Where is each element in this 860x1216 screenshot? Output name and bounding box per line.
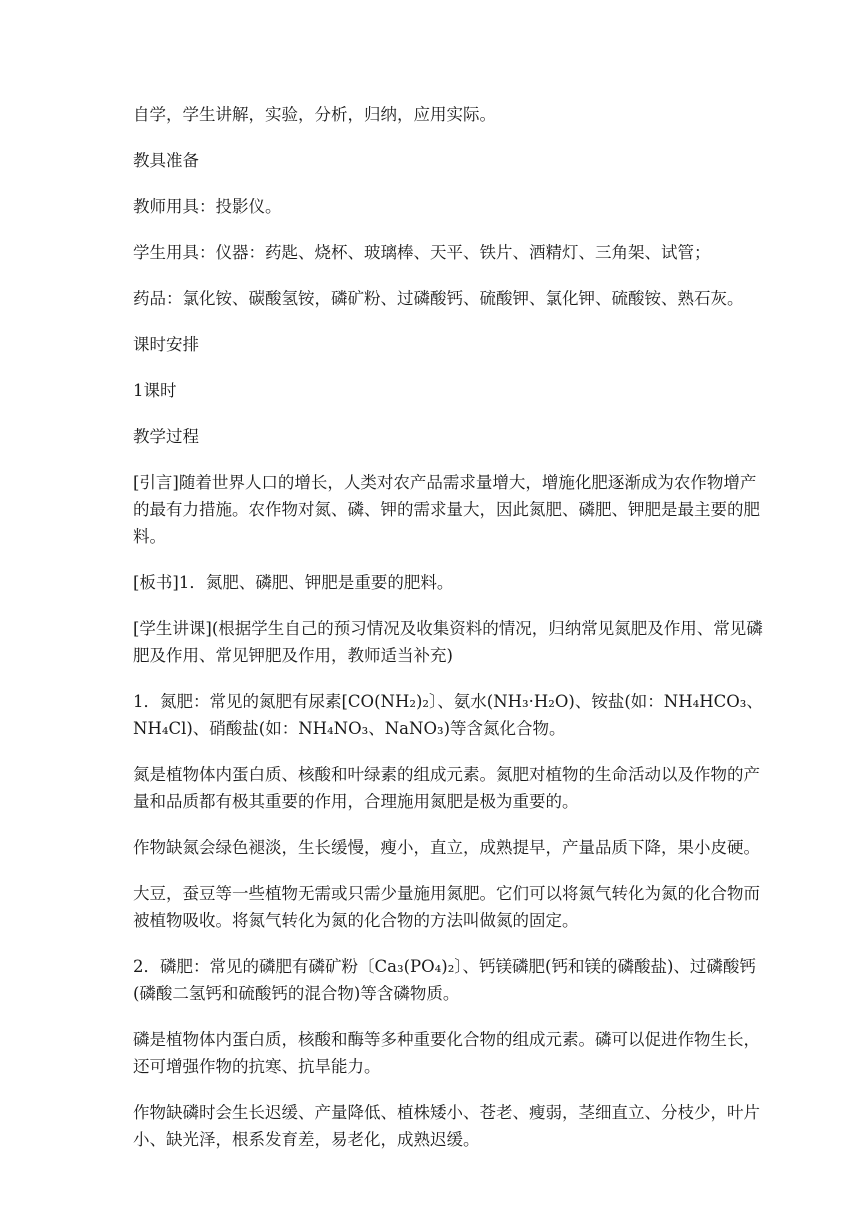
paragraph: 学生用具：仪器：药匙、烧杯、玻璃棒、天平、铁片、酒精灯、三角架、试管； <box>133 243 711 262</box>
paragraph: [学生讲课](根据学生自己的预习情况及收集资料的情况，归纳常见氮肥及作用、常见磷肥及作用、常见钾肥及作用，教师适当补充) <box>133 619 763 665</box>
paragraph: 药品：氯化铵、碳酸氢铵，磷矿粉、过磷酸钙、硫酸钾、氯化钾、硫酸铵、熟石灰。 <box>133 289 744 308</box>
section-heading: 教具准备 <box>133 151 199 170</box>
section-heading: 教学过程 <box>133 427 199 446</box>
paragraph: 2．磷肥：常见的磷肥有磷矿粉〔Ca₃(PO₄)₂〕、钙镁磷肥(钙和镁的磷酸盐)、过磷酸钙(磷酸二氢钙和硫酸钙的混合物)等含磷物质。 <box>133 957 756 1003</box>
paragraph: 作物缺氮会绿色褪淡，生长缓慢，瘦小，直立，成熟提早，产量品质下降，果小皮硬。 <box>133 838 760 857</box>
paragraph: 大豆，蚕豆等一些植物无需或只需少量施用氮肥。它们可以将氮气转化为氮的化合物而被植物吸收。将氮气转化为氮的化合物的方法叫做氮的固定。 <box>133 884 760 930</box>
section-heading: 课时安排 <box>133 335 199 354</box>
paragraph: [引言]随着世界人口的增长，人类对农产品需求量增大，增施化肥逐渐成为农作物增产的最有力措施。农作物对氮、磷、钾的需求量大，因此氮肥、磷肥、钾肥是最主要的肥料。 <box>133 473 760 546</box>
paragraph: 氮是植物体内蛋白质、核酸和叶绿素的组成元素。氮肥对植物的生命活动以及作物的产量和品质都有极其重要的作用，合理施用氮肥是极为重要的。 <box>133 765 760 811</box>
paragraph: 教师用具：投影仪。 <box>133 197 282 216</box>
paragraph: 1课时 <box>133 381 177 400</box>
paragraph: 磷是植物体内蛋白质，核酸和酶等多种重要化合物的组成元素。磷可以促进作物生长，还可增强作物的抗寒、抗旱能力。 <box>133 1030 760 1076</box>
paragraph: 自学，学生讲解，实验，分析，归纳，应用实际。 <box>133 105 496 124</box>
paragraph: [板书]1．氮肥、磷肥、钾肥是重要的肥料。 <box>133 573 454 592</box>
paragraph: 1．氮肥：常见的氮肥有尿素[CO(NH₂)₂〕、氨水(NH₃·H₂O)、铵盐(如：NH₄HCO₃、NH₄Cl)、硝酸盐(如：NH₄NO₃、NaNO₃)等含氮化合物。 <box>133 692 763 738</box>
paragraph: 作物缺磷时会生长迟缓、产量降低、植株矮小、苍老、瘦弱，茎细直立、分枝少，叶片小、缺光泽，根系发育差，易老化，成熟迟缓。 <box>133 1103 760 1149</box>
